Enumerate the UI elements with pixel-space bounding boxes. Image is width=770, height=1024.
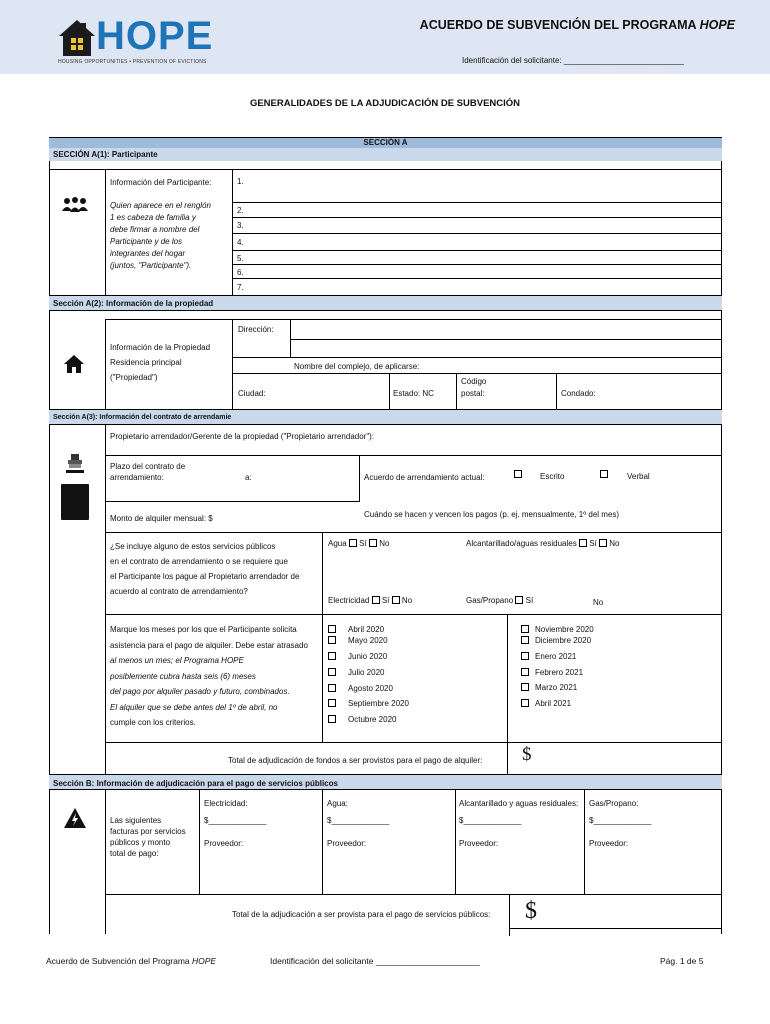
- footer-left: Acuerdo de Subvención del Programa HOPE: [46, 956, 217, 966]
- col-electricidad-provider[interactable]: Proveedor:: [204, 839, 244, 848]
- month-junio-2020[interactable]: Junio 2020: [328, 652, 387, 662]
- meses-desc: Marque los meses por los que el Participante solicita asistencia para el pago de alquiler. Debe estar atrasado al menos un mes; el Programa HOPE posiblemente cubra hasta seis (6) meses del pago por alquiler pasado y futuro, combinados. El alquiler que se debe antes del 1º de abril, no cumple con los criterios.: [110, 625, 308, 727]
- section-b-title: Sección B: Información de adjudicación para el pago de servicios públicos: [49, 774, 722, 790]
- form-left-border: [49, 137, 50, 934]
- month-noviembre-2020[interactable]: Noviembre 2020: [521, 625, 594, 635]
- month-febrero-2021[interactable]: Febrero 2021: [521, 668, 583, 678]
- total-servicios-label: Total de la adjudicación a ser provista para el pago de servicios públicos:: [232, 910, 491, 919]
- participant-row-3[interactable]: 3.: [237, 221, 244, 230]
- escrito-label: Escrito: [540, 472, 565, 481]
- col-alcantarillado-label: Alcantarillado y aguas residuales:: [459, 799, 579, 808]
- col-gas-amount[interactable]: $_____________: [589, 816, 652, 825]
- participant-row-1[interactable]: 1.: [237, 177, 244, 186]
- gas-si-checkbox[interactable]: [515, 596, 523, 604]
- hope-logo: [58, 14, 228, 70]
- electricidad-no-checkbox[interactable]: [392, 596, 400, 604]
- electricity-icon: [64, 808, 86, 828]
- participants-icon: [62, 197, 88, 215]
- total-alquiler-label: Total de adjudicación de fondos a ser provistos para el pago de alquiler:: [228, 756, 483, 765]
- month-agosto-2020[interactable]: Agosto 2020: [328, 684, 393, 694]
- col-electricidad-amount[interactable]: $_____________: [204, 816, 267, 825]
- section-a3-title: Sección A(3): Información del contrato de arrendamie: [49, 409, 722, 424]
- form-right-border: [721, 137, 722, 934]
- col-agua-provider[interactable]: Proveedor:: [327, 839, 367, 848]
- col-agua-amount[interactable]: $_____________: [327, 816, 390, 825]
- servicios-question: ¿Se incluye alguno de estos servicios públicos en el contrato de arrendamiento o se requiere que el Participante los pague al Propietario arrendador de acuerdo al contrato de arrendamiento?: [110, 542, 300, 596]
- col-alcantarillado-provider[interactable]: Proveedor:: [459, 839, 499, 848]
- agua-si-checkbox[interactable]: [349, 539, 357, 547]
- gas-no-label: No: [593, 598, 604, 607]
- participant-info-desc: Quien aparece en el renglón 1 es cabeza de familia y debe firmar a nombre del Participante y de los integrantes del hogar (juntos, "Participante").: [110, 201, 211, 270]
- monto-label: Monto de alquiler mensual: $: [110, 514, 213, 523]
- participant-row-2[interactable]: 2.: [237, 206, 244, 215]
- codigo-label-1: Código: [461, 377, 487, 386]
- plazo-a-label: a:: [245, 473, 252, 482]
- month-enero-2021[interactable]: Enero 2021: [521, 652, 576, 662]
- section-a-header: SECCIÓN A: [49, 137, 722, 148]
- estado-label: Estado: NC: [393, 389, 434, 398]
- alcantarillado-si-checkbox[interactable]: [579, 539, 587, 547]
- month-abril-2020[interactable]: Abril 2020: [328, 625, 384, 635]
- lease-document-icon: [60, 454, 90, 522]
- participant-row-7[interactable]: 7.: [237, 283, 244, 292]
- ciudad-label: Ciudad:: [238, 389, 266, 398]
- footer-page-number: Pág. 1 de 5: [660, 956, 704, 966]
- month-mayo-2020[interactable]: Mayo 2020: [328, 636, 388, 646]
- participant-row-6[interactable]: 6.: [237, 268, 244, 277]
- condado-label: Condado:: [561, 389, 596, 398]
- home-icon: [64, 355, 84, 373]
- electricidad-label: Electricidad Sí No: [328, 596, 413, 605]
- applicant-id-header: Identificación del solicitante: ___________________________: [462, 56, 684, 65]
- col-gas-label: Gas/Propano:: [589, 799, 639, 808]
- month-diciembre-2020[interactable]: Diciembre 2020: [521, 636, 591, 646]
- total-servicios-dollar[interactable]: $: [525, 898, 537, 924]
- month-septiembre-2020[interactable]: Septiembre 2020: [328, 699, 409, 709]
- footer-applicant-id: Identificación del solicitante ______________________: [270, 956, 480, 966]
- codigo-label-2: postal:: [461, 389, 485, 398]
- house-logo-icon: [58, 18, 96, 58]
- cuando-label: Cuándo se hacen y vencen los pagos (p. ej. mensualmente, 1º del mes): [364, 510, 620, 519]
- property-desc: Información de la Propiedad Residencia principal ("Propiedad"): [110, 343, 211, 382]
- agua-no-checkbox[interactable]: [369, 539, 377, 547]
- propietario-label: Propietario arrendador/Gerente de la propiedad ("Propietario arrendador"):: [110, 432, 375, 441]
- logo-tagline: HOUSING OPPORTUNITIES • PREVENTION OF EVICTIONS: [58, 59, 207, 65]
- acuerdo-label: Acuerdo de arrendamiento actual:: [364, 473, 485, 482]
- gas-label: Gas/Propano Sí: [466, 596, 534, 605]
- section-a2-title: Sección A(2): Información de la propiedad: [49, 295, 722, 310]
- col-gas-provider[interactable]: Proveedor:: [589, 839, 629, 848]
- electricidad-si-checkbox[interactable]: [372, 596, 380, 604]
- total-alquiler-dollar[interactable]: $: [522, 744, 532, 765]
- participant-row-4[interactable]: 4.: [237, 238, 244, 247]
- participant-info-label: Información del Participante:: [110, 178, 212, 187]
- alcantarillado-no-checkbox[interactable]: [599, 539, 607, 547]
- direccion-label: Dirección:: [238, 325, 274, 334]
- col-alcantarillado-amount[interactable]: $_____________: [459, 816, 522, 825]
- document-title: ACUERDO DE SUBVENCIÓN DEL PROGRAMA HOPE: [419, 18, 735, 32]
- col-electricidad-label: Electricidad:: [204, 799, 248, 808]
- participant-row-5[interactable]: 5.: [237, 254, 244, 263]
- logo-text: HOPE: [96, 14, 214, 58]
- month-julio-2020[interactable]: Julio 2020: [328, 668, 384, 678]
- plazo-label-1: Plazo del contrato de: [110, 462, 186, 471]
- month-octubre-2020[interactable]: Octubre 2020: [328, 715, 396, 725]
- section-a1-title: SECCIÓN A(1): Participante: [49, 148, 722, 161]
- main-title: GENERALIDADES DE LA ADJUDICACIÓN DE SUBVENCIÓN: [249, 98, 521, 109]
- utility-desc: Las siguientes facturas por servicios públicos y monto total de pago:: [110, 816, 186, 858]
- plazo-label-2: arrendamiento:: [110, 473, 164, 482]
- month-abril-2021[interactable]: Abril 2021: [521, 699, 571, 709]
- complejo-label: Nombre del complejo, de aplicarse:: [294, 362, 420, 371]
- alcantarillado-label: Alcantarillado/aguas residuales Sí No: [466, 539, 620, 548]
- verbal-checkbox[interactable]: [600, 470, 608, 478]
- agua-label: Agua Sí No: [328, 539, 390, 548]
- month-marzo-2021[interactable]: Marzo 2021: [521, 683, 577, 693]
- col-agua-label: Agua:: [327, 799, 348, 808]
- verbal-label: Verbal: [627, 472, 650, 481]
- escrito-checkbox[interactable]: [514, 470, 522, 478]
